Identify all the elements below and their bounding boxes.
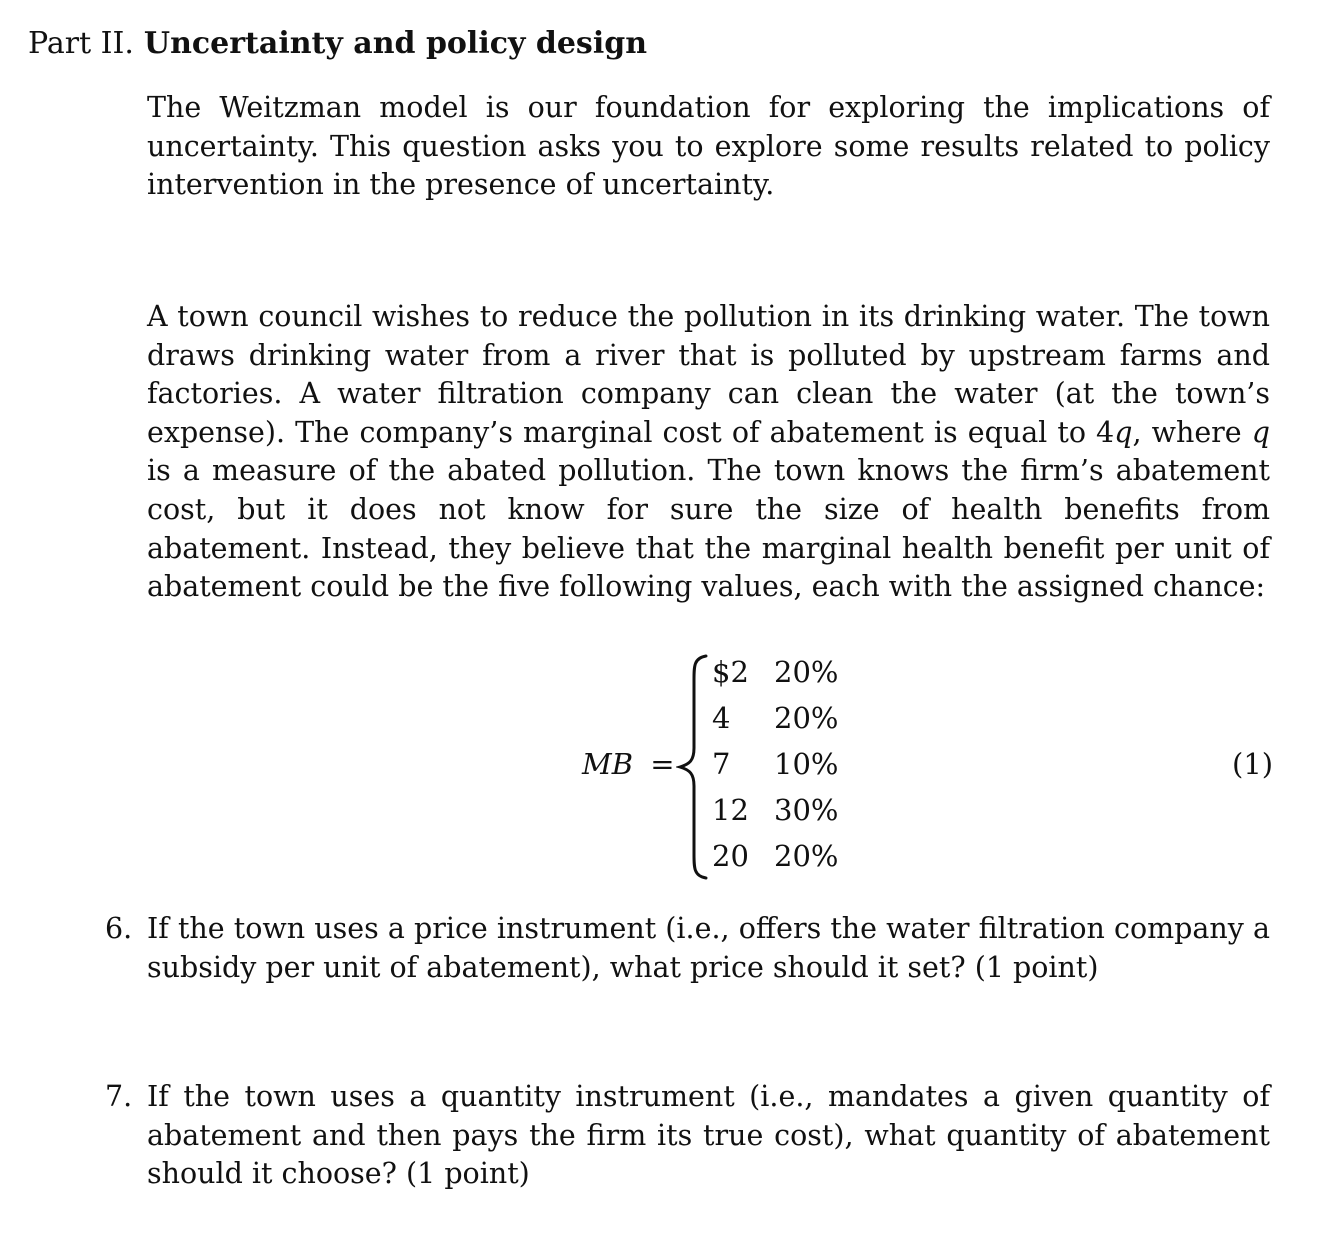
part-heading xyxy=(28,24,647,64)
math-variable-q: q xyxy=(1114,415,1133,449)
left-brace-icon xyxy=(676,652,708,882)
equation-number: (1) xyxy=(1232,747,1274,781)
equation-lhs xyxy=(582,744,675,784)
mb-chance: 20% xyxy=(774,839,839,873)
question-text: If the town uses a quantity instrument (i.e., mandates a given quantity of abatement and then pays the firm its true cost), what quantity of abatement should it choose? (1 point) xyxy=(147,1080,1270,1191)
question-text: If the town uses a price instrument (i.e., offers the water filtration company a subsidy per unit of abatement), what price should it set? (1 point) xyxy=(147,912,1270,984)
mb-value: 4 xyxy=(712,701,731,735)
question-7 xyxy=(105,1078,1270,1194)
equation-mb-symbol: MB xyxy=(582,747,634,781)
problem-text-end: is a measure of the abated pollution. The town knows the firm’s abatement cost, but it does not know for sure the size of health benefits from abatement. Instead, they believe that the marginal health benefit per unit of abatement could be the five following values, each with the assigned chance: xyxy=(147,454,1270,604)
math-variable-q: q xyxy=(1251,415,1270,449)
mb-value: $2 xyxy=(712,655,749,689)
part-title: Uncertainty and policy design xyxy=(143,26,648,61)
intro-paragraph: The Weitzman model is our foundation for exploring the implications of uncertainty. This question asks you to explore some results related to policy intervention in the presence of uncertainty. xyxy=(147,91,1270,202)
question-number: 6. xyxy=(105,912,133,945)
question-6 xyxy=(105,910,1270,987)
mb-chance: 30% xyxy=(774,793,839,827)
mb-value: 7 xyxy=(712,747,731,781)
mb-value: 12 xyxy=(712,793,749,827)
problem-paragraph xyxy=(147,298,1270,607)
equals-sign: = xyxy=(650,747,675,781)
part-label: Part II. xyxy=(28,26,134,61)
mb-chance: 20% xyxy=(774,701,839,735)
question-number: 7. xyxy=(105,1080,133,1113)
problem-text-start: A town council wishes to reduce the pollution in its drinking water. The town draws drinking water from a river that is polluted by upstream farms and factories. A water filtration company can clean the water (at the town’s expense). The company’s marginal cost of abatement is equal to 4 xyxy=(147,300,1270,449)
mb-value: 20 xyxy=(712,839,749,873)
mb-chance: 10% xyxy=(774,747,839,781)
mb-chance: 20% xyxy=(774,655,839,689)
problem-text-mid: , where xyxy=(1132,415,1252,449)
